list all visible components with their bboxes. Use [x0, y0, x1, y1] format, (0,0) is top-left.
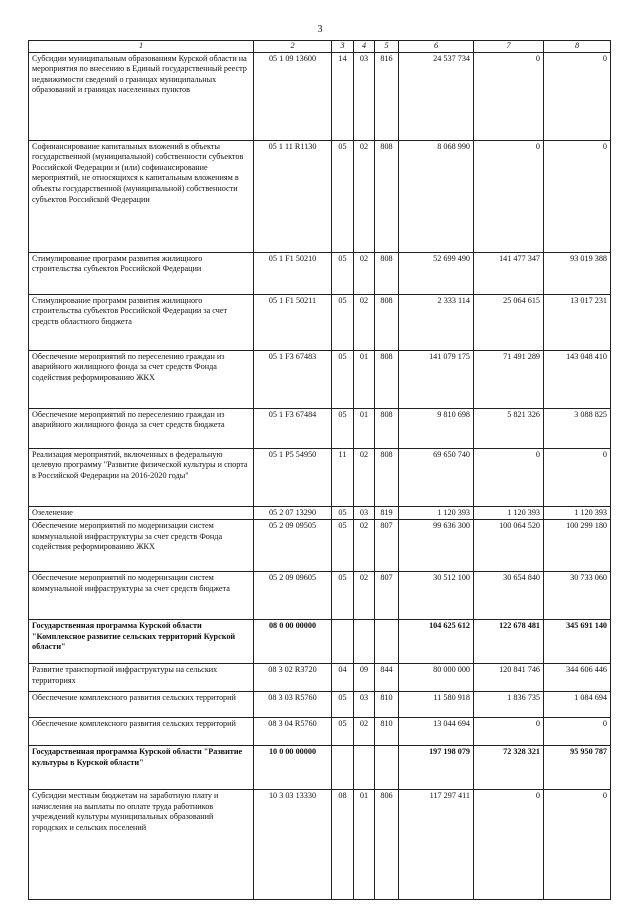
amount-year2-cell: 72 328 321: [474, 746, 544, 790]
target-code-cell: 08 3 02 R3720: [254, 664, 332, 692]
table-row: [29, 294, 611, 350]
column-header: 4: [354, 41, 375, 53]
amount-year3-cell: 0: [544, 140, 611, 252]
amount-year2-cell: 0: [474, 790, 544, 900]
budget-table: [28, 40, 611, 900]
column-header: 2: [254, 41, 332, 53]
amount-year1-cell: 197 198 079: [399, 746, 474, 790]
amount-year1-cell: 69 650 740: [399, 448, 474, 506]
amount-year2-cell: 0: [474, 448, 544, 506]
expense-type-cell: 810: [375, 692, 399, 718]
amount-year1-cell: 117 297 411: [399, 790, 474, 900]
section-cell: 05: [332, 718, 354, 746]
amount-year2-cell: 1 836 735: [474, 692, 544, 718]
table-row: [29, 506, 611, 520]
subsection-cell: 02: [354, 520, 375, 572]
section-cell: 05: [332, 408, 354, 448]
expense-type-cell: 808: [375, 350, 399, 408]
expense-type-cell: 816: [375, 52, 399, 140]
amount-year3-cell: 344 606 446: [544, 664, 611, 692]
expense-type-cell: [375, 620, 399, 664]
program-name-cell: Обеспечение мероприятий по модернизации систем коммунальной инфраструктуры за счет средств бюджета: [29, 572, 254, 620]
subsection-cell: 01: [354, 790, 375, 900]
amount-year2-cell: 0: [474, 140, 544, 252]
target-code-cell: 10 0 00 00000: [254, 746, 332, 790]
table-row: [29, 520, 611, 572]
table-row: [29, 252, 611, 294]
amount-year1-cell: 1 120 393: [399, 506, 474, 520]
program-name-cell: Обеспечение мероприятий по модернизации систем коммунальной инфраструктуры за счет средств Фонда содействия реформированию ЖКХ: [29, 520, 254, 572]
section-cell: 05: [332, 572, 354, 620]
section-cell: 05: [332, 350, 354, 408]
target-code-cell: 05 1 F1 50211: [254, 294, 332, 350]
target-code-cell: 05 1 F1 50210: [254, 252, 332, 294]
target-code-cell: 05 2 09 09605: [254, 572, 332, 620]
subsection-cell: 02: [354, 140, 375, 252]
expense-type-cell: 807: [375, 572, 399, 620]
section-cell: 11: [332, 448, 354, 506]
column-header: 5: [375, 41, 399, 53]
amount-year3-cell: 345 691 140: [544, 620, 611, 664]
section-cell: 05: [332, 520, 354, 572]
section-cell: 05: [332, 294, 354, 350]
amount-year3-cell: 143 048 410: [544, 350, 611, 408]
subsection-cell: [354, 746, 375, 790]
expense-type-cell: 808: [375, 448, 399, 506]
program-name-cell: Обеспечение комплексного развития сельских территорий: [29, 692, 254, 718]
subsection-cell: 02: [354, 294, 375, 350]
table-row: [29, 790, 611, 900]
program-name-cell: Обеспечение комплексного развития сельских территорий: [29, 718, 254, 746]
amount-year1-cell: 52 699 490: [399, 252, 474, 294]
amount-year2-cell: 120 841 746: [474, 664, 544, 692]
section-cell: [332, 620, 354, 664]
expense-type-cell: 808: [375, 408, 399, 448]
program-name-cell: Развитие транспортной инфраструктуры на сельских территориях: [29, 664, 254, 692]
expense-type-cell: 819: [375, 506, 399, 520]
column-header: 7: [474, 41, 544, 53]
amount-year3-cell: 1 120 393: [544, 506, 611, 520]
expense-type-cell: 808: [375, 140, 399, 252]
subsection-cell: 03: [354, 52, 375, 140]
program-name-cell: Реализация мероприятий, включенных в федеральную целевую программу "Развитие физической культуры и спорта в Российской Федерации на 2016-2020 годы": [29, 448, 254, 506]
table-row: [29, 140, 611, 252]
amount-year3-cell: 0: [544, 790, 611, 900]
amount-year3-cell: 95 950 787: [544, 746, 611, 790]
table-row: [29, 664, 611, 692]
expense-type-cell: [375, 746, 399, 790]
table-row: [29, 350, 611, 408]
subsection-cell: 03: [354, 692, 375, 718]
subsection-cell: 03: [354, 506, 375, 520]
column-header: 3: [332, 41, 354, 53]
program-name-cell: Субсидии муниципальным образованиям Курской области на мероприятия по внесению в Единый государственный реестр недвижимости сведений о границах муниципальных образований и границах населенных пунктов: [29, 52, 254, 140]
amount-year2-cell: 71 491 289: [474, 350, 544, 408]
section-cell: 05: [332, 252, 354, 294]
expense-type-cell: 807: [375, 520, 399, 572]
section-cell: 05: [332, 692, 354, 718]
subsection-cell: [354, 620, 375, 664]
amount-year1-cell: 104 625 612: [399, 620, 474, 664]
amount-year3-cell: 30 733 060: [544, 572, 611, 620]
amount-year1-cell: 141 079 175: [399, 350, 474, 408]
amount-year3-cell: 13 017 231: [544, 294, 611, 350]
amount-year3-cell: 0: [544, 52, 611, 140]
amount-year1-cell: 9 810 698: [399, 408, 474, 448]
program-name-cell: Софинансирование капитальных вложений в объекты государственной (муниципальной) собственности субъектов Российской Федерации и (или) софинансирование мероприятий, не относящихся к капитальным вложениям в объекты государственной (муниципальной) собственности субъектов Российской Федерации: [29, 140, 254, 252]
amount-year2-cell: 0: [474, 52, 544, 140]
subsection-cell: 02: [354, 718, 375, 746]
column-header: 1: [29, 41, 254, 53]
section-cell: 05: [332, 506, 354, 520]
table-row: [29, 718, 611, 746]
program-name-cell: Государственная программа Курской области "Комплексное развитие сельских территорий Курской области": [29, 620, 254, 664]
table-row: [29, 572, 611, 620]
target-code-cell: 10 3 03 13330: [254, 790, 332, 900]
page-number: 3: [317, 24, 323, 35]
amount-year2-cell: 5 821 326: [474, 408, 544, 448]
table-row: [29, 408, 611, 448]
subsection-cell: 02: [354, 572, 375, 620]
table-row: [29, 52, 611, 140]
amount-year1-cell: 2 333 114: [399, 294, 474, 350]
program-name-cell: Стимулирование программ развития жилищного строительства субъектов Российской Федерации за счет средств областного бюджета: [29, 294, 254, 350]
target-code-cell: 05 1 F3 67483: [254, 350, 332, 408]
target-code-cell: 05 1 P5 54950: [254, 448, 332, 506]
column-numbers-row: [29, 41, 611, 53]
program-name-cell: Обеспечение мероприятий по переселению граждан из аварийного жилищного фонда за счет средств Фонда содействия реформированию ЖКХ: [29, 350, 254, 408]
target-code-cell: 08 3 04 R5760: [254, 718, 332, 746]
target-code-cell: 05 1 11 R1130: [254, 140, 332, 252]
subsection-cell: 01: [354, 408, 375, 448]
target-code-cell: 08 0 00 00000: [254, 620, 332, 664]
amount-year1-cell: 80 000 000: [399, 664, 474, 692]
amount-year3-cell: 1 084 694: [544, 692, 611, 718]
target-code-cell: 05 2 09 09505: [254, 520, 332, 572]
amount-year1-cell: 13 044 694: [399, 718, 474, 746]
program-name-cell: Обеспечение мероприятий по переселению граждан из аварийного жилищного фонда за счет средств бюджета: [29, 408, 254, 448]
program-name-cell: Государственная программа Курской области "Развитие культуры в Курской области": [29, 746, 254, 790]
subsection-cell: 02: [354, 252, 375, 294]
amount-year3-cell: 0: [544, 718, 611, 746]
subsection-cell: 01: [354, 350, 375, 408]
section-cell: [332, 746, 354, 790]
expense-type-cell: 808: [375, 252, 399, 294]
amount-year1-cell: 24 537 734: [399, 52, 474, 140]
program-name-cell: Субсидии местным бюджетам на заработную плату и начисления на выплаты по оплате труда работников учреждений культуры муниципальных образований городских и сельских поселений: [29, 790, 254, 900]
amount-year1-cell: 30 512 100: [399, 572, 474, 620]
target-code-cell: 05 1 F3 67484: [254, 408, 332, 448]
amount-year2-cell: 25 064 615: [474, 294, 544, 350]
table-row: [29, 448, 611, 506]
amount-year1-cell: 8 068 990: [399, 140, 474, 252]
section-cell: 08: [332, 790, 354, 900]
expense-type-cell: 844: [375, 664, 399, 692]
program-name-cell: Озеленение: [29, 506, 254, 520]
amount-year2-cell: 30 654 840: [474, 572, 544, 620]
table-row: [29, 692, 611, 718]
expense-type-cell: 806: [375, 790, 399, 900]
table-row: [29, 746, 611, 790]
amount-year2-cell: 141 477 347: [474, 252, 544, 294]
section-cell: 05: [332, 140, 354, 252]
section-cell: 04: [332, 664, 354, 692]
table-row: [29, 620, 611, 664]
subsection-cell: 02: [354, 448, 375, 506]
program-name-cell: Стимулирование программ развития жилищного строительства субъектов Российской Федерации: [29, 252, 254, 294]
column-header: 8: [544, 41, 611, 53]
amount-year3-cell: 3 088 825: [544, 408, 611, 448]
target-code-cell: 05 1 09 13600: [254, 52, 332, 140]
amount-year2-cell: 1 120 393: [474, 506, 544, 520]
column-header: 6: [399, 41, 474, 53]
subsection-cell: 09: [354, 664, 375, 692]
amount-year2-cell: 122 678 481: [474, 620, 544, 664]
target-code-cell: 08 3 03 R5760: [254, 692, 332, 718]
expense-type-cell: 808: [375, 294, 399, 350]
amount-year3-cell: 0: [544, 448, 611, 506]
target-code-cell: 05 2 07 13290: [254, 506, 332, 520]
amount-year1-cell: 11 580 918: [399, 692, 474, 718]
amount-year2-cell: 100 064 520: [474, 520, 544, 572]
section-cell: 14: [332, 52, 354, 140]
amount-year1-cell: 99 636 300: [399, 520, 474, 572]
amount-year2-cell: 0: [474, 718, 544, 746]
amount-year3-cell: 93 019 388: [544, 252, 611, 294]
amount-year3-cell: 100 299 180: [544, 520, 611, 572]
expense-type-cell: 810: [375, 718, 399, 746]
